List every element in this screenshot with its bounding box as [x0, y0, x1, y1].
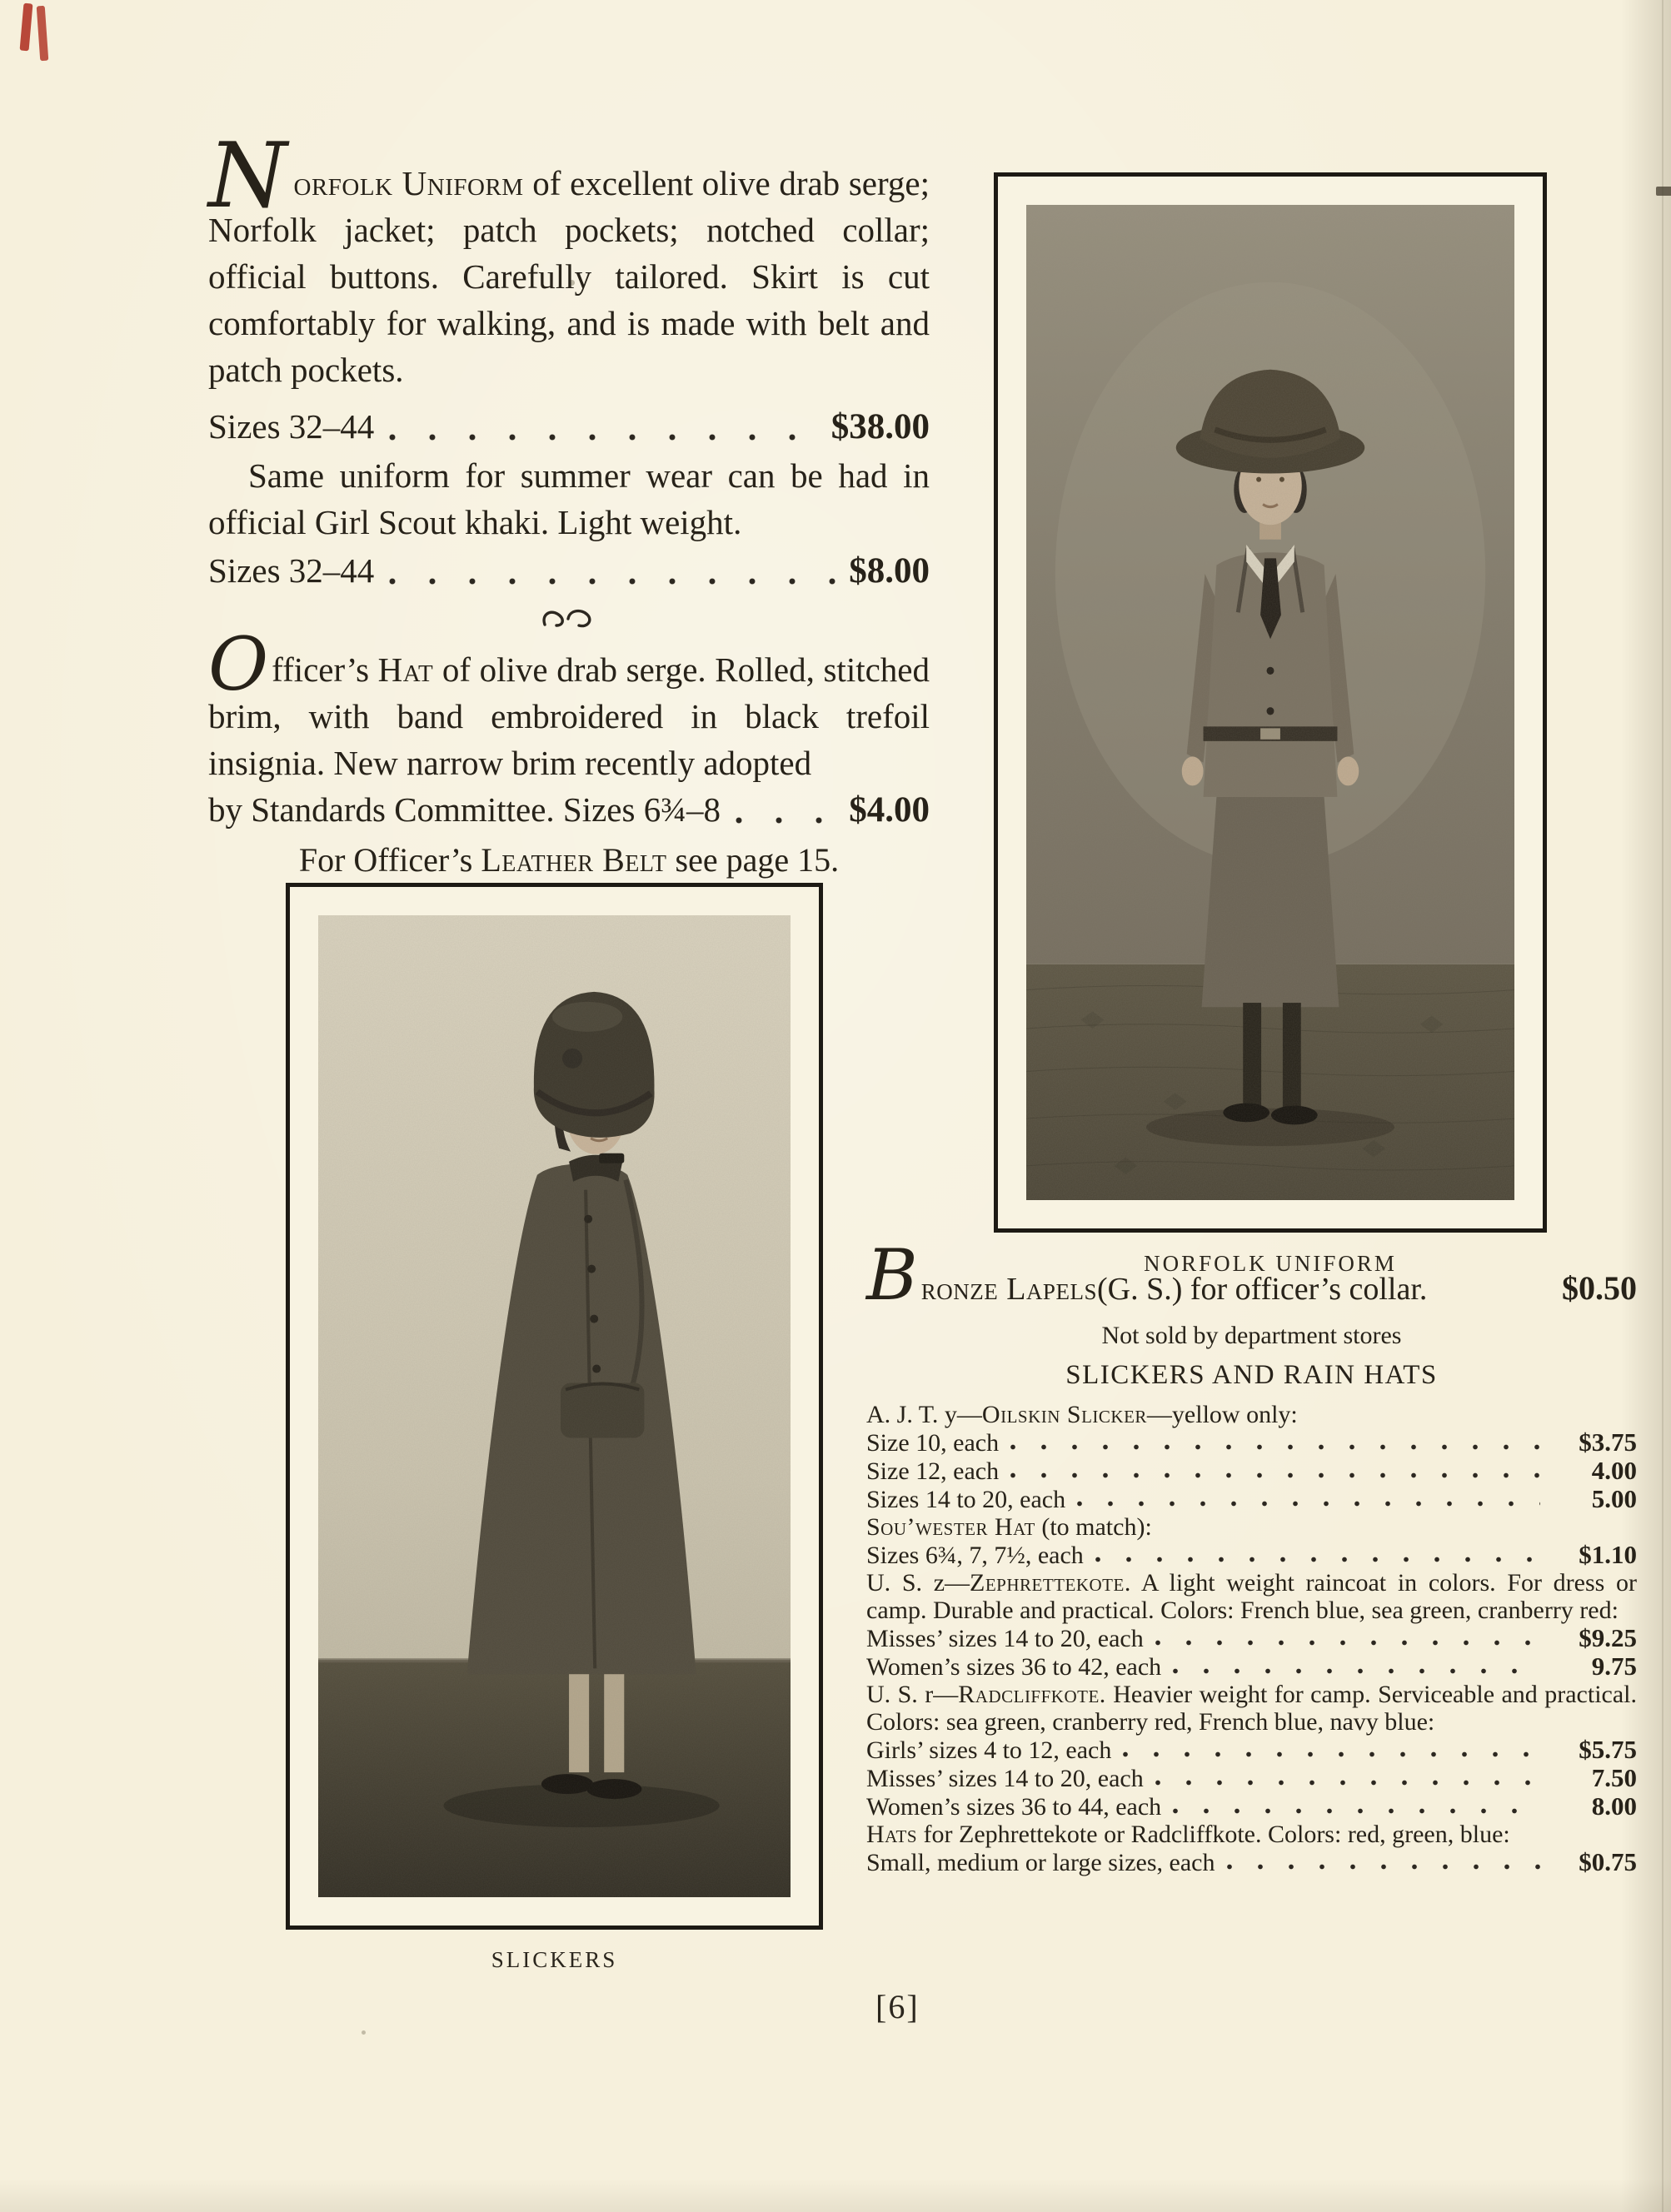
price-value: 7.50 [1591, 1763, 1637, 1792]
belt-note-pre: For Officer’s [298, 841, 481, 879]
item-desc: —yellow only: [1146, 1401, 1298, 1428]
item-title: Hats [866, 1821, 918, 1848]
norfolk-uniform-photo-frame [994, 172, 1547, 1233]
price-row-sizes-8 [208, 547, 930, 595]
size-label: Misses’ sizes 14 to 20, each [866, 1625, 1144, 1652]
rain-gear-price-list [866, 1401, 1637, 1876]
dot-leader [1155, 1779, 1540, 1786]
dot-leader [389, 432, 819, 442]
edge-tick-mark [1656, 187, 1671, 196]
item-code: U. S. z— [866, 1569, 970, 1597]
souwester-hat-header [866, 1513, 1637, 1541]
price-value: 9.75 [1591, 1652, 1637, 1681]
item-title: Oilskin Slicker [981, 1401, 1147, 1428]
price-value: $5.75 [1579, 1735, 1637, 1764]
radcliffkote-paragraph [866, 1681, 1637, 1736]
price-value: 5.00 [1591, 1484, 1637, 1513]
price-value: $9.25 [1579, 1623, 1637, 1652]
norfolk-photo-caption: NORFOLK UNIFORM [1144, 1251, 1397, 1276]
belt-note-title: Leather Belt [481, 841, 667, 879]
left-text-column [208, 124, 930, 913]
size-label: Sizes 32–44 [208, 551, 375, 590]
officers-hat-title: Hat [377, 650, 434, 689]
price-value: $0.75 [1579, 1847, 1637, 1876]
size-label: Women’s sizes 36 to 42, each [866, 1653, 1162, 1681]
dot-leader [1123, 1751, 1540, 1758]
item-title: Sou’wester Hat [866, 1513, 1035, 1541]
price-row [866, 1457, 1637, 1485]
squiggle-ornament-icon [538, 606, 600, 633]
department-store-note: Not sold by department stores [1101, 1322, 1402, 1349]
slickers-photo [318, 915, 791, 1897]
size-label: Women’s sizes 36 to 44, each [866, 1793, 1162, 1821]
item-title: Zephrettekote. [970, 1569, 1131, 1597]
price-row [866, 1764, 1637, 1792]
norfolk-uniform-photo [1026, 205, 1514, 1200]
price-row [866, 1624, 1637, 1652]
norfolk-uniform-text: of excellent olive drab serge; Norfolk jacket; patch pockets; notched collar; official buttons. Carefully tailored. Skirt is cut comfortably for walking, and is made with belt and patch pockets. [208, 164, 930, 389]
dot-leader [1227, 1863, 1541, 1871]
price-row [866, 1736, 1637, 1764]
price-value: $3.75 [1579, 1427, 1637, 1457]
price-value: $1.10 [1579, 1540, 1637, 1569]
section-ornament [208, 606, 930, 635]
price-value: $4.00 [849, 790, 930, 830]
officers-hat-lead: fficer’s [272, 650, 378, 689]
item-desc: A light weight raincoat in colors. For dress or camp. Durable and practical. Colors: French blue, sea green, cranberry red: [866, 1569, 1637, 1624]
leather-belt-note [208, 840, 930, 879]
page-number: [6] [875, 1988, 920, 2025]
zephrettekote-paragraph [866, 1569, 1637, 1624]
officers-hat-text: of olive drab serge. Rolled, stitched brim, with band embroidered in black trefoil insignia. New narrow brim recently adopted [208, 650, 930, 782]
slickers-photo-frame [286, 883, 823, 1930]
item-desc: Heavier weight for camp. Serviceable and practical. Colors: sea green, cranberry red, French blue, navy blue: [866, 1681, 1638, 1736]
item-desc: for Zephrettekote or Radcliffkote. Colors: red, green, blue: [917, 1821, 1510, 1848]
size-label: Small, medium or large sizes, each [866, 1849, 1215, 1876]
size-label: Sizes 6¾, 7, 7½, each [866, 1542, 1084, 1569]
price-value: $0.50 [1562, 1269, 1637, 1307]
price-value: 8.00 [1591, 1791, 1637, 1821]
size-label: Size 12, each [866, 1457, 1000, 1485]
officers-hat-price-row [208, 786, 930, 834]
price-value: $8.00 [849, 551, 930, 590]
price-row [866, 1428, 1637, 1457]
page-crease [1662, 0, 1664, 2212]
norfolk-uniform-title: orfolk Uniform [293, 164, 524, 202]
paper-speck [362, 2030, 366, 2035]
price-row [866, 1485, 1637, 1513]
price-row [866, 1792, 1637, 1821]
size-label: Misses’ sizes 14 to 20, each [866, 1765, 1144, 1792]
summer-uniform-paragraph: Same uniform for summer wear can be had in official Girl Scout khaki. Light weight. [208, 456, 930, 541]
size-label: by Standards Committee. Sizes 6¾–8 [208, 790, 721, 829]
size-label: Sizes 32–44 [208, 407, 375, 446]
price-value: 4.00 [1591, 1456, 1637, 1485]
dot-leader [1173, 1667, 1540, 1675]
dot-leader [1095, 1556, 1540, 1563]
belt-note-post: see page 15. [666, 841, 840, 879]
norfolk-uniform-paragraph: Norfolk Uniform of excellent olive drab serge; Norfolk jacket; patch pockets; notched collar; official buttons. Carefully tailored. Skirt is cut comfortably for walking, and is made with belt and patch pockets. [208, 124, 930, 389]
red-pen-mark [37, 6, 49, 62]
dot-leader [736, 815, 837, 825]
dot-leader [1010, 1443, 1540, 1451]
price-row [866, 1541, 1637, 1569]
price-row [866, 1848, 1637, 1876]
size-label: Sizes 14 to 20, each [866, 1486, 1066, 1513]
size-label: Size 10, each [866, 1429, 1000, 1457]
bronze-lapels-title: ronze Lapels [920, 1272, 1097, 1307]
officers-hat-paragraph: Officer’s Hat of olive drab serge. Rolled, stitched brim, with band embroidered in black trefoil insignia. New narrow brim recently adopted [208, 621, 930, 782]
red-pen-mark [20, 3, 33, 52]
slickers-photo-caption: SLICKERS [491, 1947, 618, 1972]
item-code: A. J. T. y— [866, 1401, 982, 1428]
dot-leader [1173, 1807, 1540, 1815]
dot-leader [1010, 1472, 1540, 1479]
price-row [866, 1652, 1637, 1681]
item-desc: (to match): [1035, 1513, 1152, 1541]
dot-leader [1077, 1500, 1540, 1507]
item-code: U. S. r— [866, 1681, 959, 1708]
dot-leader [389, 576, 837, 586]
dot-leader [1155, 1639, 1540, 1647]
price-value: $38.00 [831, 407, 930, 446]
oilskin-slicker-header [866, 1401, 1637, 1428]
size-label: Girls’ sizes 4 to 12, each [866, 1736, 1112, 1764]
bronze-lapels-line: B ronze Lapels (G. S.) for officer’s collar. $0.50 [866, 1234, 1637, 1316]
item-title: Radcliffkote. [958, 1681, 1106, 1708]
hats-paragraph [866, 1821, 1637, 1848]
bronze-lapels-text: (G. S.) for officer’s collar. [1096, 1272, 1428, 1307]
price-row-sizes-38 [208, 403, 930, 451]
slickers-rain-hats-heading: SLICKERS AND RAIN HATS [1065, 1360, 1438, 1390]
